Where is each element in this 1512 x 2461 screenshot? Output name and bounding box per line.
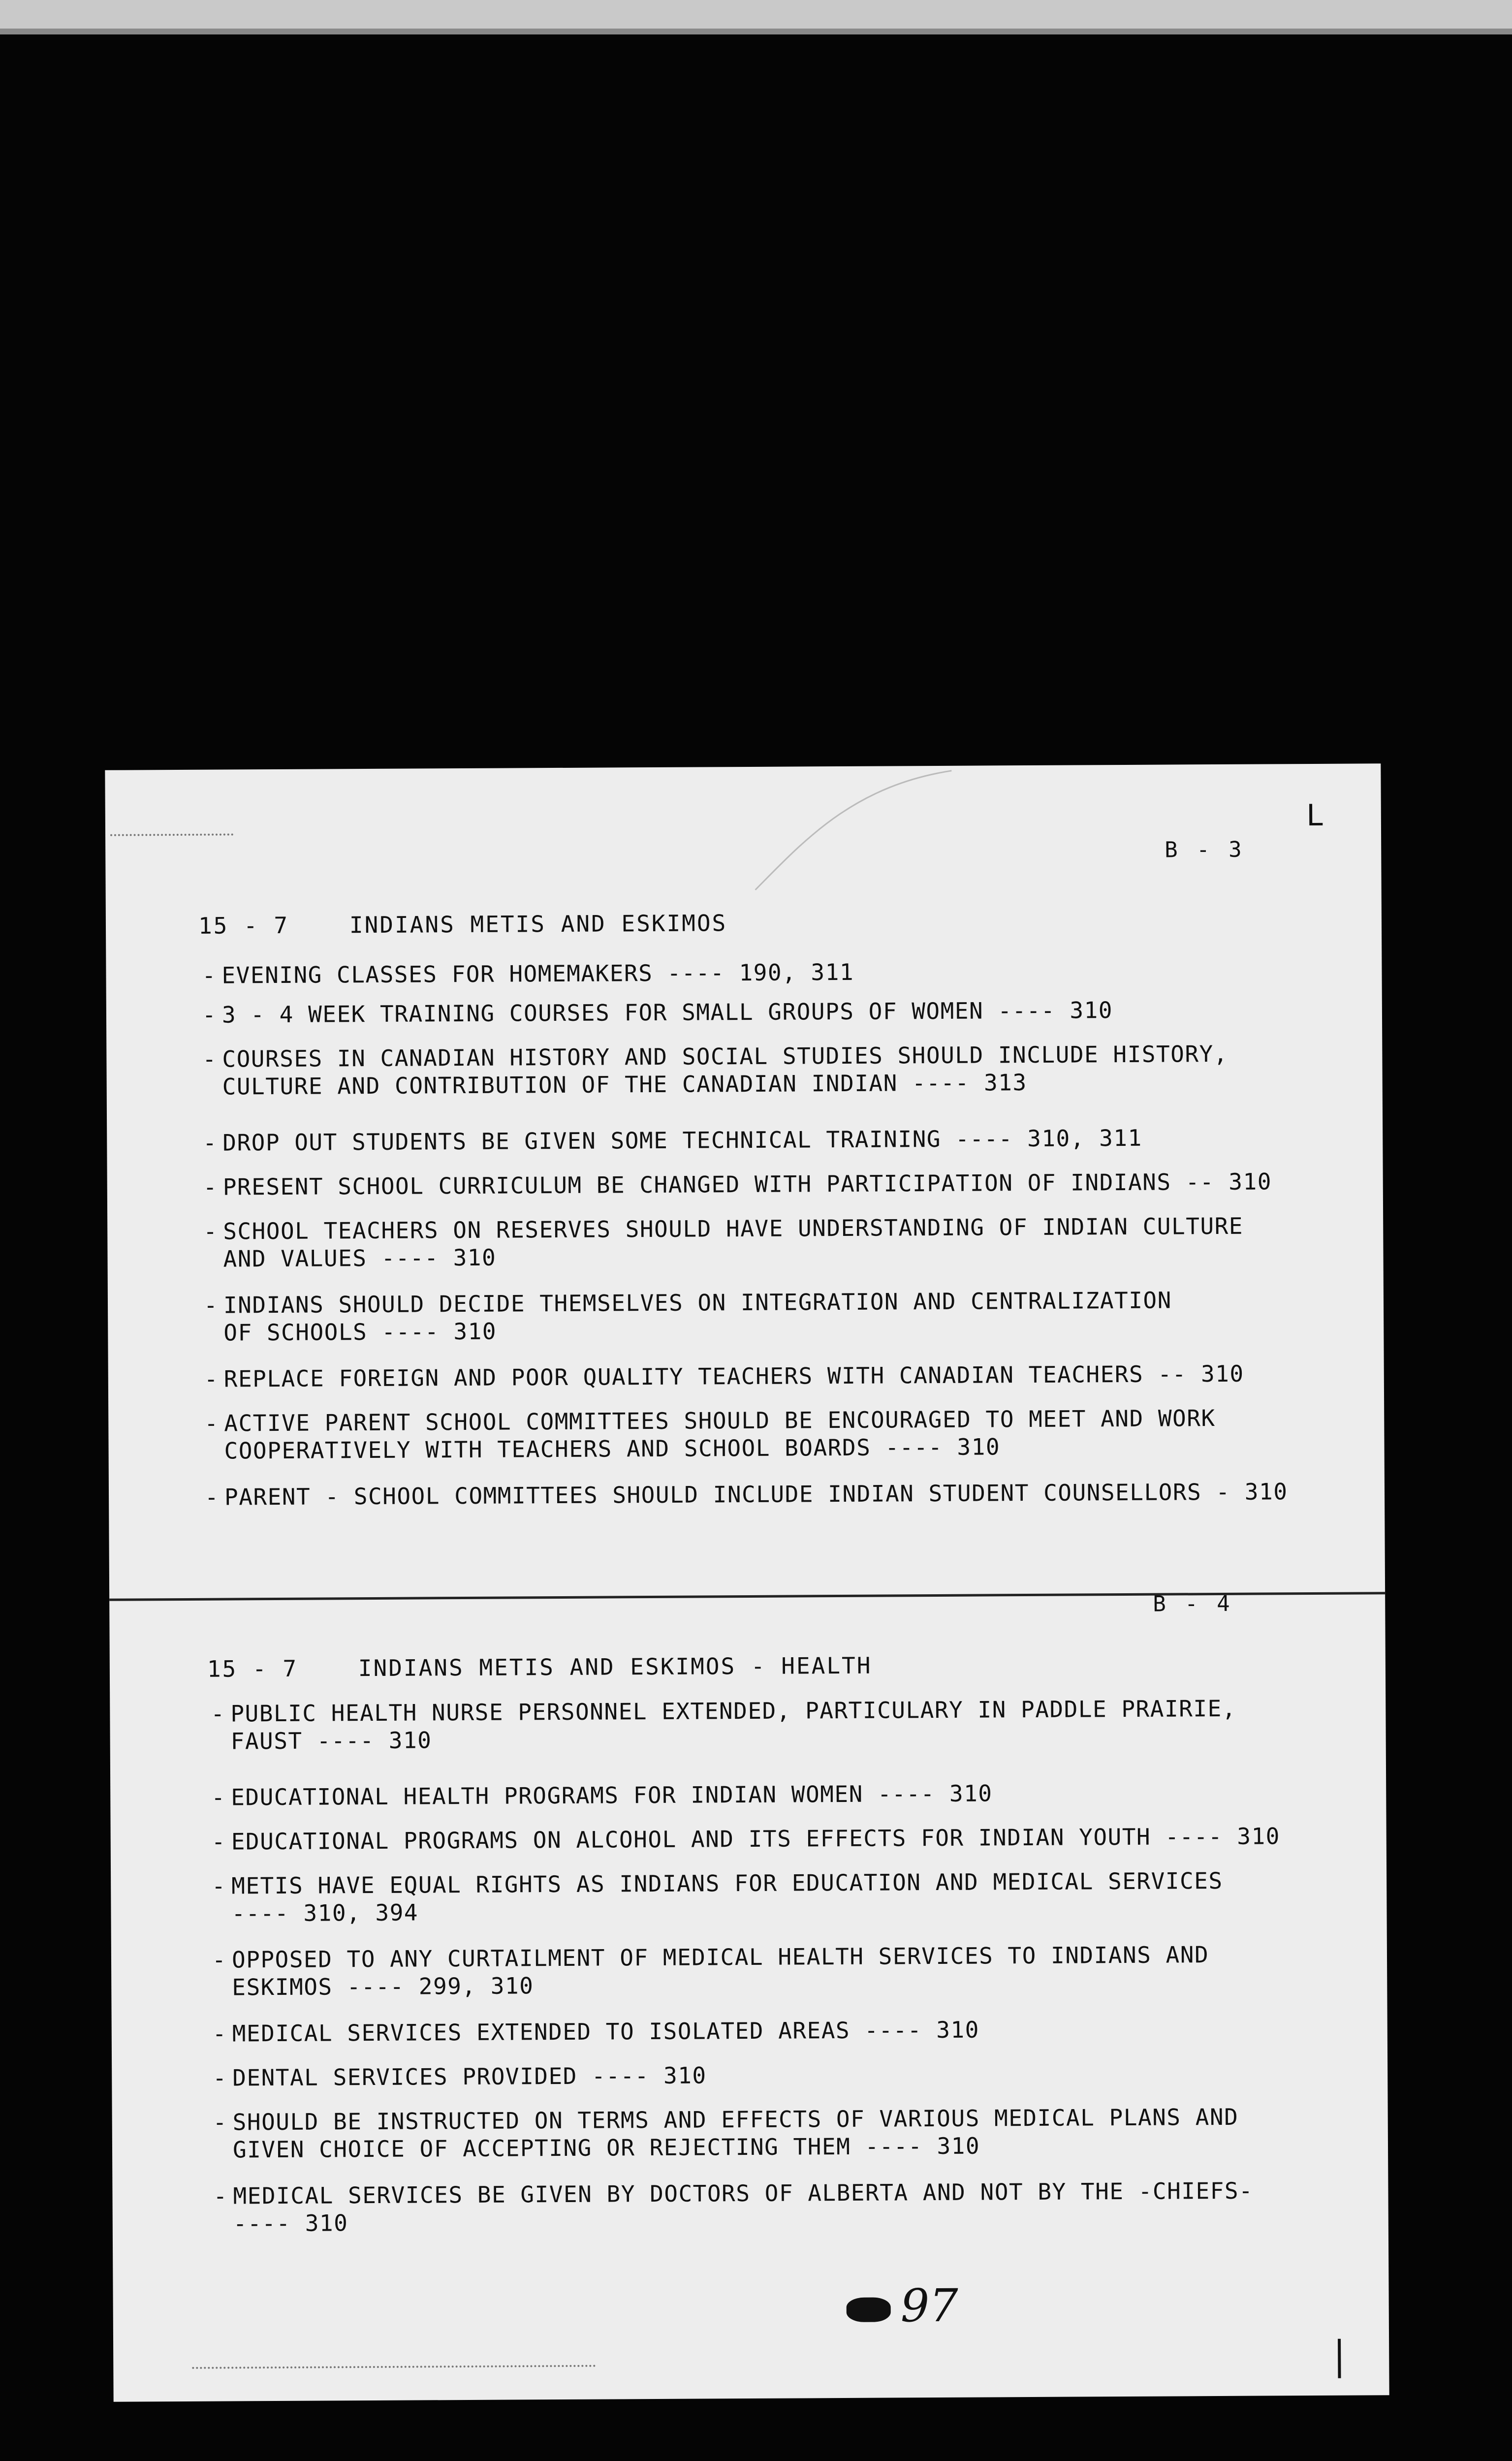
entry-text: ACTIVE PARENT SCHOOL COMMITTEES SHOULD BE ENCOURAGED TO MEET AND WORK bbox=[224, 1405, 1216, 1437]
entry-text: OPPOSED TO ANY CURTAILMENT OF MEDICAL HEALTH SERVICES TO INDIANS AND bbox=[231, 1941, 1209, 1973]
list-item bbox=[204, 1286, 1172, 1346]
entry-text: INDIANS SHOULD DECIDE THEMSELVES ON INTEGRATION AND CENTRALIZATION bbox=[223, 1287, 1172, 1319]
list-item bbox=[212, 1867, 1223, 1927]
list-item bbox=[204, 1360, 1244, 1393]
bullet-dash: - bbox=[212, 1946, 227, 1973]
ink-blot bbox=[847, 2298, 891, 2322]
list-item bbox=[205, 1478, 1288, 1511]
entry-text: MEDICAL SERVICES EXTENDED TO ISOLATED AREAS ---- 310 bbox=[232, 2016, 980, 2047]
section-heading bbox=[198, 910, 727, 939]
bullet-dash: - bbox=[203, 1129, 218, 1156]
list-item bbox=[212, 1941, 1209, 2001]
bullet-dash: - bbox=[211, 1828, 226, 1855]
page-bottom-edge bbox=[192, 2365, 596, 2369]
bullet-dash: - bbox=[213, 2182, 228, 2209]
entry-line bbox=[204, 1360, 1244, 1393]
entry-line bbox=[202, 1040, 1228, 1073]
entry-line bbox=[204, 1404, 1216, 1437]
film-edge-line bbox=[0, 29, 1512, 34]
bullet-dash: - bbox=[203, 1292, 219, 1319]
entry-text: GIVEN CHOICE OF ACCEPTING OR REJECTING THEM ---- 310 bbox=[232, 2132, 980, 2163]
bullet-dash: - bbox=[203, 1173, 218, 1200]
entry-line bbox=[203, 1124, 1142, 1157]
list-item bbox=[202, 996, 1113, 1029]
entry-line bbox=[213, 2061, 707, 2091]
entry-text: PRESENT SCHOOL CURRICULUM BE CHANGED WITH PARTICIPATION OF INDIANS -- 310 bbox=[222, 1168, 1272, 1200]
heading-title: INDIANS METIS AND ESKIMOS - HEALTH bbox=[358, 1652, 872, 1682]
bullet-dash: - bbox=[204, 1365, 219, 1392]
bullet-dash: - bbox=[211, 1784, 226, 1811]
list-item bbox=[202, 958, 854, 989]
bullet-dash: - bbox=[204, 1410, 219, 1437]
heading-number: 15 - 7 bbox=[198, 912, 289, 939]
entry-line bbox=[212, 1867, 1223, 1900]
bullet-dash: - bbox=[204, 1483, 220, 1511]
entry-line bbox=[202, 996, 1113, 1029]
entry-text: SHOULD BE INSTRUCTED ON TERMS AND EFFECTS OF VARIOUS MEDICAL PLANS AND bbox=[232, 2103, 1239, 2136]
film-edge-strip bbox=[0, 0, 1512, 34]
entry-line bbox=[204, 1432, 1216, 1465]
entry-text: DENTAL SERVICES PROVIDED ---- 310 bbox=[232, 2062, 707, 2091]
entry-text: 3 - 4 WEEK TRAINING COURSES FOR SMALL GROUPS OF WOMEN ---- 310 bbox=[221, 997, 1113, 1028]
list-item bbox=[213, 2103, 1239, 2164]
bullet-dash: - bbox=[212, 1872, 226, 1899]
bullet-dash: - bbox=[202, 1001, 217, 1028]
entry-line bbox=[203, 1240, 1243, 1273]
section-heading bbox=[207, 1652, 872, 1682]
entry-line bbox=[213, 2103, 1239, 2136]
entry-line bbox=[204, 1286, 1172, 1319]
entry-line bbox=[214, 2205, 1254, 2238]
entry-line bbox=[202, 958, 854, 989]
entry-text: EDUCATIONAL PROGRAMS ON ALCOHOL AND ITS EFFECTS FOR INDIAN YOUTH ---- 310 bbox=[231, 1823, 1281, 1855]
entry-text: METIS HAVE EQUAL RIGHTS AS INDIANS FOR EDUCATION AND MEDICAL SERVICES bbox=[231, 1867, 1223, 1899]
entry-line bbox=[203, 1068, 1228, 1101]
section-b3 bbox=[105, 763, 1385, 1602]
entry-line bbox=[211, 1779, 993, 1811]
entry-text: ---- 310, 394 bbox=[231, 1899, 419, 1927]
section-b4 bbox=[109, 1591, 1389, 2402]
heading-number: 15 - 7 bbox=[207, 1655, 298, 1682]
entry-line bbox=[211, 1722, 1237, 1755]
heading-title: INDIANS METIS AND ESKIMOS bbox=[349, 910, 727, 939]
corner-tick bbox=[1338, 2339, 1341, 2378]
bullet-dash: - bbox=[213, 2064, 227, 2091]
entry-line bbox=[212, 1968, 1209, 2001]
list-item bbox=[212, 1822, 1280, 1855]
entry-line bbox=[213, 2131, 1239, 2164]
entry-text: COOPERATIVELY WITH TEACHERS AND SCHOOL BOARDS ---- 310 bbox=[224, 1433, 1001, 1464]
entry-text: EVENING CLASSES FOR HOMEMAKERS ---- 190, 311 bbox=[221, 958, 854, 989]
list-item bbox=[211, 1779, 993, 1811]
list-item bbox=[213, 2177, 1253, 2238]
entry-line bbox=[212, 1941, 1209, 1974]
bullet-dash: - bbox=[202, 1045, 217, 1073]
entry-line bbox=[212, 1822, 1280, 1855]
entry-line bbox=[213, 2016, 979, 2048]
bullet-dash: - bbox=[213, 2109, 228, 2136]
entry-text: ---- 310 bbox=[233, 2209, 348, 2237]
page-label: B - 4 bbox=[1153, 1591, 1233, 1617]
corner-bracket: L bbox=[1306, 798, 1324, 833]
page-edge-mark bbox=[110, 833, 233, 836]
bullet-dash: - bbox=[212, 2020, 227, 2047]
entry-text: MEDICAL SERVICES BE GIVEN BY DOCTORS OF ALBERTA AND NOT BY THE -CHIEFS- bbox=[233, 2177, 1254, 2209]
sheet-number bbox=[846, 2279, 958, 2333]
entry-text: SCHOOL TEACHERS ON RESERVES SHOULD HAVE UNDERSTANDING OF INDIAN CULTURE bbox=[223, 1212, 1244, 1245]
entry-text: ESKIMOS ---- 299, 310 bbox=[232, 1972, 534, 2001]
bullet-dash: - bbox=[203, 1218, 218, 1245]
sheet-number-text: 97 bbox=[900, 2279, 959, 2333]
entry-text: OF SCHOOLS ---- 310 bbox=[223, 1318, 497, 1346]
bullet-dash: - bbox=[211, 1700, 225, 1727]
list-item bbox=[202, 1040, 1228, 1101]
entry-line bbox=[213, 2177, 1253, 2210]
list-item bbox=[213, 2061, 707, 2091]
entry-text: CULTURE AND CONTRIBUTION OF THE CANADIAN INDIAN ---- 313 bbox=[222, 1069, 1027, 1100]
list-item bbox=[204, 1404, 1216, 1465]
entry-line bbox=[203, 1212, 1243, 1245]
page-label: B - 3 bbox=[1165, 837, 1245, 863]
entry-line bbox=[203, 1167, 1272, 1200]
list-item bbox=[213, 2016, 979, 2048]
entry-text: REPLACE FOREIGN AND POOR QUALITY TEACHERS WITH CANADIAN TEACHERS -- 310 bbox=[223, 1360, 1244, 1392]
entry-text: PUBLIC HEALTH NURSE PERSONNEL EXTENDED, PARTICULARY IN PADDLE PRAIRIE, bbox=[230, 1695, 1237, 1727]
entry-line bbox=[205, 1478, 1288, 1511]
entry-text: EDUCATIONAL HEALTH PROGRAMS FOR INDIAN WOMEN ---- 310 bbox=[231, 1780, 993, 1811]
entry-text: AND VALUES ---- 310 bbox=[223, 1244, 497, 1272]
entry-text: COURSES IN CANADIAN HISTORY AND SOCIAL STUDIES SHOULD INCLUDE HISTORY, bbox=[222, 1040, 1228, 1073]
list-item bbox=[203, 1124, 1142, 1157]
entry-line bbox=[212, 1894, 1223, 1927]
entry-text: PARENT - SCHOOL COMMITTEES SHOULD INCLUDE INDIAN STUDENT COUNSELLORS - 310 bbox=[224, 1478, 1288, 1511]
list-item bbox=[203, 1212, 1243, 1273]
pen-stroke bbox=[745, 765, 1040, 895]
entry-line bbox=[211, 1695, 1236, 1728]
index-page bbox=[105, 763, 1389, 2402]
list-item bbox=[203, 1167, 1272, 1200]
entry-line bbox=[204, 1314, 1172, 1346]
list-item bbox=[211, 1695, 1236, 1755]
bullet-dash: - bbox=[202, 962, 217, 989]
entry-text: DROP OUT STUDENTS BE GIVEN SOME TECHNICAL TRAINING ---- 310, 311 bbox=[222, 1124, 1142, 1156]
entry-text: FAUST ---- 310 bbox=[230, 1727, 432, 1755]
